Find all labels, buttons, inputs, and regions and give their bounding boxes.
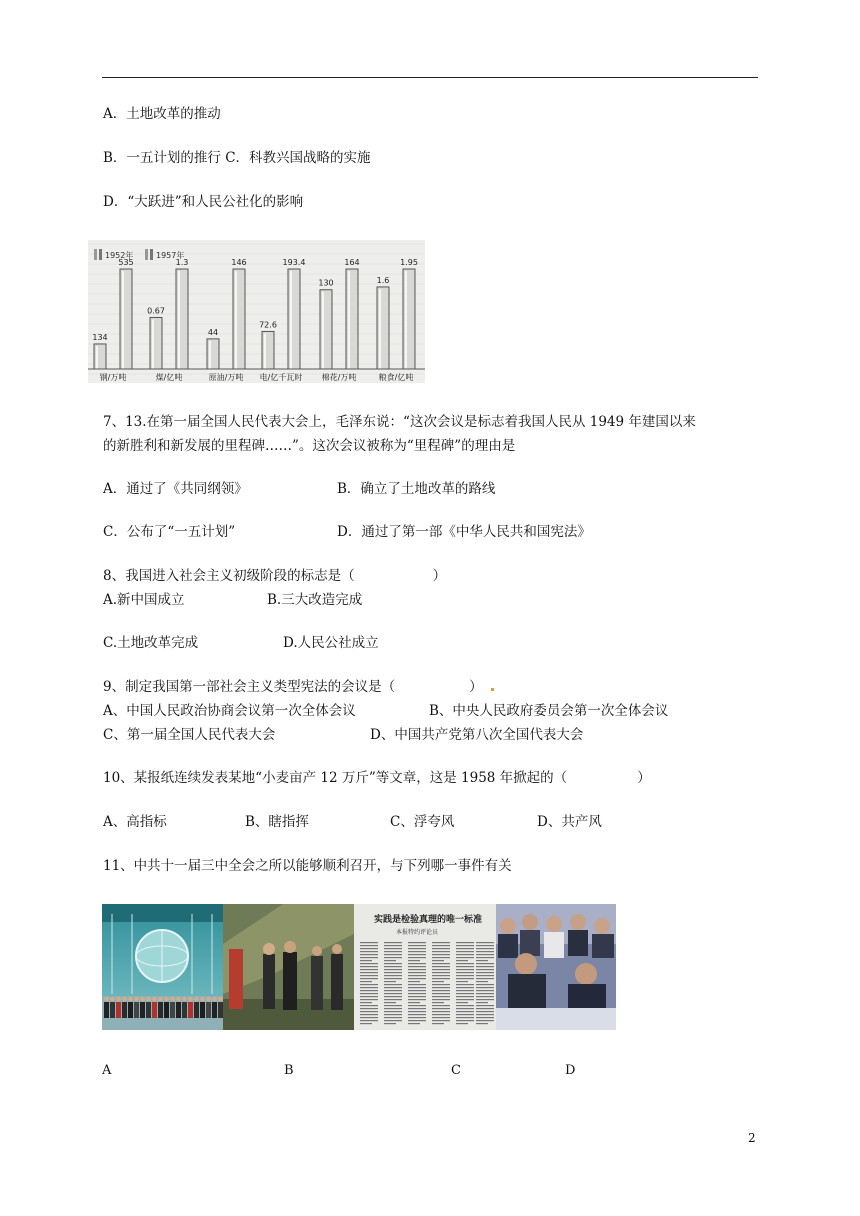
category-label: 粮食/亿吨 (378, 373, 414, 382)
newspaper-text-line (432, 1005, 450, 1006)
q8-option-a: A.新中国成立 (103, 592, 185, 608)
newspaper-text-line (360, 957, 378, 958)
newspaper-text-line (384, 981, 396, 982)
newspaper-text-line (360, 978, 378, 979)
q7-stem-line1: 7、13.在第一届全国人民代表大会上，毛泽东说：“这次会议是标志着我国人民从 1949 年建国以来 (103, 414, 696, 430)
photo-label-a: A (102, 1063, 112, 1078)
newspaper-text-line (360, 981, 372, 982)
newspaper-text-line (476, 960, 488, 961)
photo-label-c: C (451, 1063, 461, 1078)
newspaper-text-line (432, 984, 450, 985)
newspaper-text-line (456, 990, 474, 991)
person-figure (146, 1002, 151, 1018)
bar-value-label: 1.6 (376, 275, 390, 285)
bar-value-label: 44 (207, 327, 219, 337)
newspaper-text-line (384, 945, 402, 946)
newspaper-text-line (360, 1011, 378, 1012)
photo-b-art (223, 904, 354, 1030)
newspaper-text-line (408, 984, 426, 985)
newspaper-text-line (476, 1014, 494, 1015)
newspaper-text-line (456, 1020, 474, 1021)
legend-swatch (145, 249, 148, 260)
newspaper-text-line (408, 1002, 420, 1003)
q10-option-a: A、高指标 (103, 814, 167, 830)
newspaper-text-line (432, 966, 450, 967)
bar-value-label: 0.67 (147, 306, 165, 316)
person-figure (134, 1002, 139, 1018)
newspaper-text-line (432, 993, 450, 994)
newspaper-text-line (432, 963, 450, 964)
newspaper-text-line (456, 966, 474, 967)
newspaper-text-line (360, 1008, 378, 1009)
q10-option-b: B、瞎指挥 (245, 814, 309, 830)
newspaper-text-line (384, 975, 402, 976)
q9-close-paren: ） (469, 679, 483, 695)
person-figure (122, 1002, 127, 1018)
newspaper-text-line (432, 960, 444, 961)
newspaper-text-line (360, 954, 378, 955)
newspaper-text-line (360, 1005, 378, 1006)
q10-option-c: C、浮夸风 (390, 814, 455, 830)
newspaper-text-line (432, 1002, 444, 1003)
newspaper-text-line (408, 972, 426, 973)
newspaper-text-line (476, 996, 494, 997)
newspaper-text-line (360, 996, 378, 997)
newspaper-text-line (360, 993, 378, 994)
newspaper-text-line (456, 1002, 468, 1003)
newspaper-text-line (476, 972, 494, 973)
newspaper-text-line (360, 1002, 372, 1003)
category-label: 钢/万吨 (99, 373, 127, 382)
newspaper-text-line (476, 969, 494, 970)
q7-option-b: B．确立了土地改革的路线 (337, 481, 496, 497)
newspaper-text-line (360, 984, 378, 985)
newspaper-text-line (408, 981, 420, 982)
newspaper-text-line (408, 996, 426, 997)
newspaper-text-line (408, 1005, 426, 1006)
newspaper-text-line (384, 1011, 402, 1012)
bar-1952 (262, 331, 274, 369)
newspaper-text-line (384, 954, 402, 955)
newspaper-text-line (456, 987, 474, 988)
newspaper-text-line (384, 948, 402, 949)
chart-svg (88, 240, 425, 383)
legend-label: 1957年 (156, 251, 185, 260)
q8-option-d: D.人民公社成立 (283, 635, 379, 651)
newspaper-text-line (432, 1020, 450, 1021)
newspaper-text-line (408, 1011, 426, 1012)
q9-stem-text: 9、制定我国第一部社会主义类型宪法的会议是（ (103, 679, 396, 695)
photo-label-d: D (565, 1063, 576, 1078)
q8-close-paren: ） (432, 568, 447, 584)
newspaper-text-line (456, 1011, 474, 1012)
bar-1957 (176, 269, 188, 369)
newspaper-text-line (432, 945, 450, 946)
photo-d-art (496, 904, 616, 1030)
newspaper-text-line (432, 1008, 450, 1009)
newspaper-text-line (476, 975, 494, 976)
q10-stem-text: 10、某报纸连续发表某地“小麦亩产 12 万斤”等文章，这是 1958 年掀起的（ (103, 770, 568, 786)
q9-option-b: B、中央人民政府委员会第一次全体会议 (429, 703, 669, 719)
newspaper-text-line (384, 1020, 402, 1021)
newspaper-text-line (456, 942, 474, 943)
bar-value-label: 164 (344, 258, 360, 267)
newspaper-text-line (384, 993, 402, 994)
newspaper-text-line (476, 993, 494, 994)
q10-close-paren: ） (637, 770, 651, 786)
newspaper-text-line (476, 1008, 494, 1009)
bar-1957 (120, 269, 132, 369)
bar-1952 (207, 339, 219, 369)
newspaper-text-line (360, 969, 378, 970)
newspaper-text-line (408, 951, 426, 952)
newspaper-text-line (408, 993, 426, 994)
category-label: 原油/万吨 (208, 373, 244, 382)
person-figure (116, 1002, 121, 1018)
newspaper-text-line (384, 960, 396, 961)
newspaper-text-line (456, 951, 474, 952)
category-label: 煤/亿吨 (155, 373, 183, 382)
person-figure (158, 1002, 163, 1018)
category-label: 电/亿千瓦时 (259, 373, 303, 382)
newspaper-text-line (456, 993, 474, 994)
newspaper-text-line (476, 990, 494, 991)
q10-option-d: D、共产风 (537, 814, 602, 830)
bar-value-label: 193.4 (282, 258, 306, 267)
newspaper-text-line (408, 975, 426, 976)
newspaper-text-line (476, 978, 494, 979)
newspaper-text-line (408, 966, 426, 967)
bar-value-label: 72.6 (259, 320, 277, 330)
newspaper-text-line (432, 1011, 450, 1012)
person-head (128, 997, 133, 1002)
newspaper-text-line (384, 963, 402, 964)
newspaper-text-line (456, 978, 474, 979)
photo-d-signing-ceremony (496, 904, 616, 1030)
newspaper-text-line (360, 948, 378, 949)
person-head (110, 997, 115, 1002)
person-head (140, 997, 145, 1002)
person-figure (140, 1002, 145, 1018)
newspaper-text-line (456, 975, 474, 976)
person-head (206, 997, 211, 1002)
newspaper-text-line (476, 963, 494, 964)
newspaper-text-line (384, 984, 402, 985)
header-rule (102, 77, 758, 78)
q7-option-c: C．公布了“一五计划” (103, 524, 236, 540)
newspaper-text-line (432, 981, 444, 982)
newspaper-text-line (476, 954, 494, 955)
newspaper-text-line (360, 990, 378, 991)
newspaper-text-line (432, 972, 450, 973)
newspaper-headline: 实践是检验真理的唯一标准 (374, 915, 483, 925)
newspaper-text-line (456, 954, 474, 955)
newspaper-text-line (384, 1005, 402, 1006)
legend-label: 1952年 (105, 251, 134, 260)
newspaper-text-line (408, 1020, 426, 1021)
newspaper-text-line (456, 972, 474, 973)
newspaper-text-line (408, 954, 426, 955)
newspaper-text-line (456, 948, 474, 949)
newspaper-text-line (360, 1023, 372, 1024)
newspaper-text-line (456, 999, 474, 1000)
person-head (188, 997, 193, 1002)
photo-c-newspaper (354, 904, 496, 1030)
person-head (134, 997, 139, 1002)
photo-a-art (102, 904, 223, 1030)
newspaper-text-line (384, 1014, 402, 1015)
q8-stem (103, 567, 446, 585)
person-figure (212, 1002, 217, 1018)
newspaper-text-line (432, 978, 450, 979)
person-figure (164, 1002, 169, 1018)
newspaper-text-line (456, 945, 474, 946)
newspaper-text-line (456, 996, 474, 997)
q9-option-a: A、中国人民政治协商会议第一次全体会议 (103, 703, 356, 719)
bar-1957 (288, 269, 300, 369)
newspaper-text-line (476, 981, 488, 982)
newspaper-text-line (408, 969, 426, 970)
newspaper-text-line (476, 1011, 494, 1012)
newspaper-text-line (384, 1017, 402, 1018)
person-figure (110, 1002, 115, 1018)
bar-1952 (150, 317, 162, 369)
production-bar-chart (88, 240, 425, 383)
newspaper-text-line (408, 960, 420, 961)
bar-value-label: 535 (118, 258, 134, 267)
bar-value-label: 130 (318, 278, 334, 288)
newspaper-text-line (384, 969, 402, 970)
newspaper-text-line (456, 969, 474, 970)
option-d-great-leap: D．“大跃进”和人民公社化的影响 (103, 194, 304, 210)
person-head (116, 997, 121, 1002)
newspaper-text-line (432, 987, 450, 988)
newspaper-text-line (408, 948, 426, 949)
newspaper-text-line (432, 996, 450, 997)
newspaper-text-line (384, 1008, 402, 1009)
newspaper-text-line (476, 1023, 488, 1024)
newspaper-text-line (408, 990, 426, 991)
newspaper-text-line (360, 972, 378, 973)
q9-stem (103, 678, 494, 696)
newspaper-text-line (360, 1020, 378, 1021)
person-head (200, 997, 205, 1002)
newspaper-byline: 本报特约评论员 (396, 929, 439, 936)
newspaper-text-line (408, 945, 426, 946)
q7-option-d: D．通过了第一部《中华人民共和国宪法》 (337, 524, 591, 540)
newspaper-text-line (408, 978, 426, 979)
person-figure (182, 1002, 187, 1018)
bar-1952 (377, 287, 389, 369)
newspaper-text-line (456, 1008, 474, 1009)
person-figure (152, 1002, 157, 1018)
newspaper-text-line (456, 984, 474, 985)
newspaper-text-line (476, 987, 494, 988)
person-head (146, 997, 151, 1002)
q7-option-a: A．通过了《共同纲领》 (103, 481, 248, 497)
person-figure (206, 1002, 211, 1018)
q9-option-d: D、中国共产党第八次全国代表大会 (370, 727, 584, 743)
person-figure (188, 1002, 193, 1018)
option-a-land-reform: A．土地改革的推动 (103, 106, 221, 122)
newspaper-text-line (456, 1023, 468, 1024)
newspaper-text-line (408, 1014, 426, 1015)
newspaper-text-line (360, 975, 378, 976)
newspaper-text-line (456, 981, 468, 982)
newspaper-text-line (432, 969, 450, 970)
newspaper-text-line (408, 942, 426, 943)
newspaper-text-line (360, 1014, 378, 1015)
newspaper-text-line (384, 1023, 396, 1024)
category-label: 棉花/万吨 (321, 373, 357, 382)
newspaper-text-line (432, 951, 450, 952)
newspaper-text-line (384, 990, 402, 991)
bar-1957 (403, 269, 415, 369)
newspaper-text-line (384, 978, 402, 979)
q9-option-c: C、第一届全国人民代表大会 (103, 727, 276, 743)
newspaper-text-line (408, 963, 426, 964)
newspaper-text-line (476, 942, 494, 943)
newspaper-text-line (432, 1014, 450, 1015)
newspaper-text-line (432, 948, 450, 949)
newspaper-text-line (476, 966, 494, 967)
newspaper-text-line (384, 987, 402, 988)
newspaper-text-line (456, 1014, 474, 1015)
newspaper-text-line (476, 1020, 494, 1021)
newspaper-text-line (476, 984, 494, 985)
newspaper-text-line (432, 954, 450, 955)
newspaper-text-line (384, 996, 402, 997)
q8-stem-text: 8、我国进入社会主义初级阶段的标志是（ (103, 568, 355, 584)
page-number: 2 (748, 1131, 756, 1145)
person-figure (200, 1002, 205, 1018)
person-figure (176, 1002, 181, 1018)
q11-stem: 11、中共十一届三中全会之所以能够顺利召开，与下列哪一事件有关 (103, 858, 512, 874)
newspaper-text-line (408, 1017, 426, 1018)
newspaper-text-line (408, 1008, 426, 1009)
person-head (104, 997, 109, 1002)
person-figure (194, 1002, 199, 1018)
person-head (158, 997, 163, 1002)
newspaper-text-line (476, 948, 494, 949)
newspaper-text-line (456, 963, 474, 964)
bar-1952 (94, 344, 106, 369)
newspaper-text-line (432, 942, 450, 943)
person-figure (170, 1002, 175, 1018)
bar-1957 (346, 269, 358, 369)
person-head (152, 997, 157, 1002)
person-head (170, 997, 175, 1002)
person-head (176, 997, 181, 1002)
bar-1952 (320, 290, 332, 369)
newspaper-text-line (432, 1017, 450, 1018)
newspaper-text-line (476, 1017, 494, 1018)
newspaper-text-line (408, 957, 426, 958)
q8-option-b: B.三大改造完成 (267, 592, 363, 608)
bar-value-label: 146 (231, 258, 247, 267)
q7-stem-line2: 的新胜利和新发展的里程碑……”。这次会议被称为“里程碑”的理由是 (103, 438, 516, 454)
q8-option-c: C.土地改革完成 (103, 635, 199, 651)
newspaper-text-line (432, 1023, 444, 1024)
newspaper-text-line (432, 957, 450, 958)
newspaper-text-line (384, 951, 402, 952)
newspaper-text-line (360, 945, 378, 946)
newspaper-text-line (432, 975, 450, 976)
photo-c-art (354, 904, 496, 1030)
newspaper-text-line (360, 1017, 378, 1018)
person-head (194, 997, 199, 1002)
person-head (212, 997, 217, 1002)
newspaper-text-line (360, 966, 378, 967)
newspaper-text-line (384, 966, 402, 967)
newspaper-text-line (476, 945, 494, 946)
newspaper-text-line (456, 1017, 474, 1018)
orange-dot-mark (491, 688, 494, 691)
newspaper-text-line (384, 1002, 396, 1003)
newspaper-text-line (476, 999, 494, 1000)
newspaper-text-line (360, 999, 378, 1000)
newspaper-text-line (360, 951, 378, 952)
photo-a-group-conference (102, 904, 223, 1030)
newspaper-text-line (360, 987, 378, 988)
q10-stem (103, 769, 651, 787)
newspaper-text-line (384, 957, 402, 958)
newspaper-text-line (476, 951, 494, 952)
newspaper-text-line (360, 963, 378, 964)
bar-value-label: 1.95 (400, 258, 418, 267)
legend-swatch (94, 249, 97, 260)
newspaper-text-line (476, 957, 494, 958)
newspaper-text-line (476, 1005, 494, 1006)
bar-value-label: 1.3 (175, 258, 189, 267)
newspaper-text-line (456, 960, 468, 961)
newspaper-text-line (432, 990, 450, 991)
legend-swatch (99, 249, 102, 260)
person-figure (104, 1002, 109, 1018)
newspaper-text-line (384, 999, 402, 1000)
photo-label-b: B (284, 1063, 294, 1078)
person-figure (128, 1002, 133, 1018)
newspaper-text-line (456, 957, 474, 958)
bar-value-label: 134 (92, 332, 108, 342)
newspaper-text-line (408, 987, 426, 988)
newspaper-text-line (408, 1023, 420, 1024)
newspaper-text-line (408, 999, 426, 1000)
newspaper-text-line (360, 942, 378, 943)
person-head (182, 997, 187, 1002)
newspaper-text-line (476, 1002, 488, 1003)
photo-b-handshake (223, 904, 354, 1030)
newspaper-text-line (384, 942, 402, 943)
person-head (164, 997, 169, 1002)
newspaper-text-line (384, 972, 402, 973)
option-b-c-line: B．一五计划的推行 C．科教兴国战略的实施 (103, 150, 371, 166)
newspaper-text-line (360, 960, 372, 961)
legend-swatch (150, 249, 153, 260)
bar-1957 (233, 269, 245, 369)
newspaper-text-line (456, 1005, 474, 1006)
newspaper-text-line (432, 999, 450, 1000)
person-head (122, 997, 127, 1002)
